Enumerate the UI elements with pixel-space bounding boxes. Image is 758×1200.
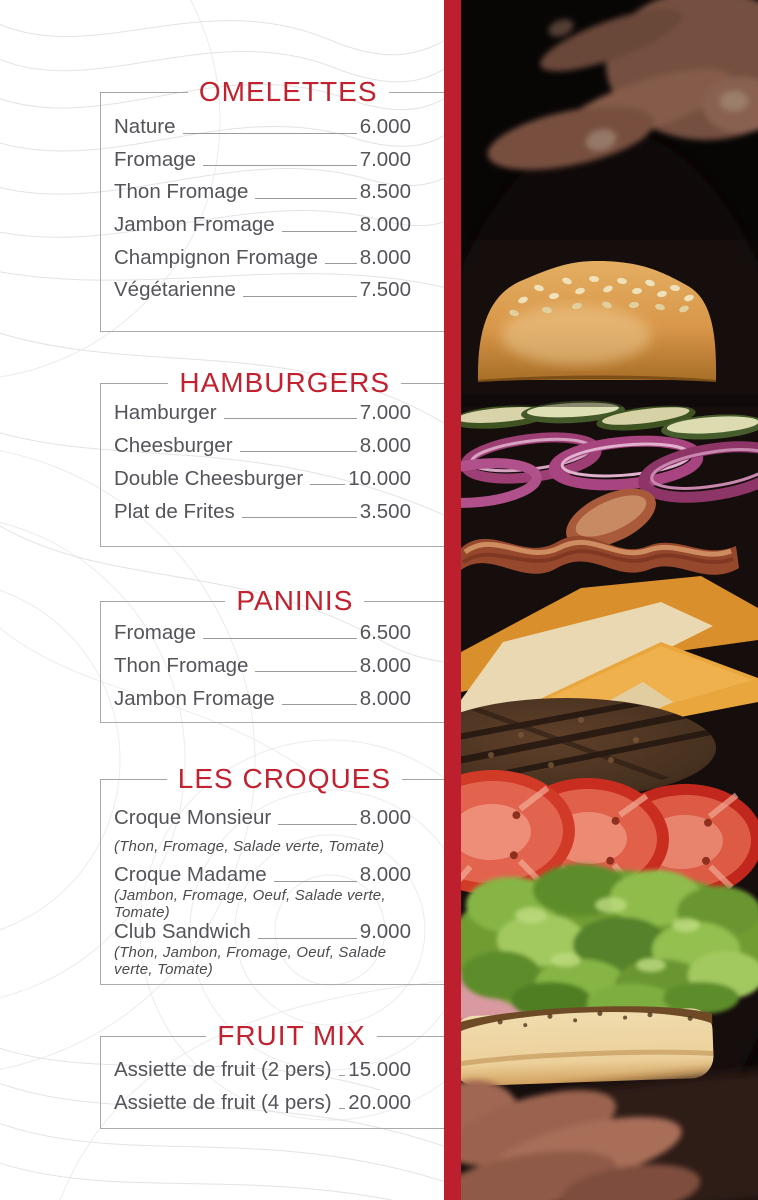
- item-name: Club Sandwich: [114, 920, 251, 943]
- item-name: Thon Fromage: [114, 653, 249, 677]
- section-title: OMELETTES: [198, 76, 378, 107]
- price-leader-line: [278, 824, 356, 825]
- price-leader-line: [255, 198, 356, 199]
- item-name: Assiette de fruit (2 pers): [114, 1057, 332, 1081]
- price-leader-line: [203, 638, 357, 639]
- item-name: Cheesburger: [114, 433, 233, 457]
- item-name: Croque Monsieur: [114, 806, 272, 829]
- price-leader-line: [339, 1108, 346, 1109]
- menu-item: [114, 111, 411, 144]
- price-leader-line: [339, 1075, 346, 1076]
- header-rule-left: [100, 779, 167, 780]
- price-leader-line: [183, 133, 357, 134]
- section-header: [100, 1021, 445, 1051]
- item-price: 8.000: [359, 653, 411, 677]
- item-name: Fromage: [114, 147, 197, 171]
- item-price: 8.000: [359, 686, 411, 710]
- item-name: Plat de Frites: [114, 499, 235, 523]
- price-leader-line: [255, 671, 356, 672]
- header-rule-left: [100, 92, 188, 93]
- menu-item: [114, 616, 411, 649]
- burger-photo: [461, 0, 758, 1200]
- item-list: [101, 92, 445, 307]
- item-price: 10.000: [348, 466, 411, 490]
- item-price: 8.000: [359, 863, 411, 886]
- item-price: 6.500: [359, 620, 411, 644]
- section-header: [100, 586, 445, 616]
- item-price: 8.000: [359, 433, 411, 457]
- section-title: FRUIT MIX: [217, 1020, 366, 1051]
- menu-item: [114, 274, 411, 307]
- price-leader-line: [282, 231, 357, 232]
- price-leader-line: [243, 296, 357, 297]
- menu-item: [114, 1053, 411, 1086]
- section-title: LES CROQUES: [177, 763, 392, 794]
- item-price: 7.500: [359, 278, 411, 302]
- header-rule-left: [100, 383, 168, 384]
- menu-item: [114, 144, 411, 177]
- menu-item: [114, 1086, 411, 1119]
- item-name: Végétarienne: [114, 278, 236, 302]
- price-leader-line: [203, 165, 357, 166]
- item-price: 8.000: [359, 806, 411, 829]
- header-rule-right: [377, 1036, 445, 1037]
- item-price: 20.000: [348, 1090, 411, 1114]
- item-name: Thon Fromage: [114, 180, 249, 204]
- item-name: Double Cheesburger: [114, 466, 304, 490]
- item-name: Hamburger: [114, 400, 217, 424]
- section-title: PANINIS: [236, 585, 354, 616]
- item-description: (Jambon, Fromage, Oeuf, Salade verte, Tomate): [114, 886, 386, 921]
- item-name: Champignon Fromage: [114, 245, 318, 269]
- item-price: 9.000: [359, 920, 411, 943]
- item-name: Jambon Fromage: [114, 686, 275, 710]
- menu-section-fruit-mix: [100, 1020, 445, 1129]
- item-price: 8.500: [359, 180, 411, 204]
- item-name: Assiette de fruit (4 pers): [114, 1090, 332, 1114]
- menu-section-hamburgers: [100, 367, 445, 547]
- price-leader-line: [258, 938, 357, 939]
- menu-item: [114, 801, 411, 835]
- menu-item: [114, 462, 411, 495]
- price-leader-line: [310, 484, 345, 485]
- item-name: Jambon Fromage: [114, 213, 275, 237]
- burger-photo-svg: [461, 0, 758, 1200]
- item-price: 7.000: [359, 400, 411, 424]
- menu-section-les-croques: [100, 763, 445, 985]
- item-price: 8.000: [359, 213, 411, 237]
- price-leader-line: [325, 263, 357, 264]
- item-price: 8.000: [359, 245, 411, 269]
- menu-item: [114, 682, 411, 715]
- section-header: [100, 764, 445, 794]
- price-leader-line: [240, 451, 357, 452]
- item-name: Nature: [114, 115, 176, 139]
- menu-item: [114, 209, 411, 242]
- section-header: [100, 77, 445, 107]
- menu-section-paninis: [100, 585, 445, 723]
- price-leader-line: [274, 881, 357, 882]
- header-rule-right: [402, 779, 445, 780]
- item-description: (Thon, Jambon, Fromage, Oeuf, Salade verte, Tomate): [114, 943, 387, 978]
- header-rule-left: [100, 601, 225, 602]
- item-list: [101, 383, 445, 528]
- header-rule-right: [364, 601, 445, 602]
- price-leader-line: [242, 517, 357, 518]
- section-header: [100, 368, 445, 398]
- menu-item: [114, 396, 411, 429]
- menu-item: [114, 241, 411, 274]
- item-list: [101, 779, 445, 978]
- price-leader-line: [282, 704, 357, 705]
- item-price: 6.000: [359, 115, 411, 139]
- item-price: 3.500: [359, 499, 411, 523]
- item-description: (Thon, Fromage, Salade verte, Tomate): [114, 838, 385, 855]
- menu-item: [114, 649, 411, 682]
- menu-item: [114, 429, 411, 462]
- item-name: Fromage: [114, 620, 197, 644]
- menu-item: [114, 495, 411, 528]
- red-divider-stripe: [444, 0, 461, 1200]
- header-rule-left: [100, 1036, 206, 1037]
- menu-item: [114, 176, 411, 209]
- item-price: 15.000: [348, 1057, 411, 1081]
- item-price: 7.000: [359, 147, 411, 171]
- item-name: Croque Madame: [114, 863, 267, 886]
- header-rule-right: [389, 92, 446, 93]
- item-list: [101, 601, 445, 715]
- header-rule-right: [401, 383, 445, 384]
- section-title: HAMBURGERS: [179, 367, 391, 398]
- price-leader-line: [224, 418, 357, 419]
- menu-section-omelettes: [100, 76, 445, 332]
